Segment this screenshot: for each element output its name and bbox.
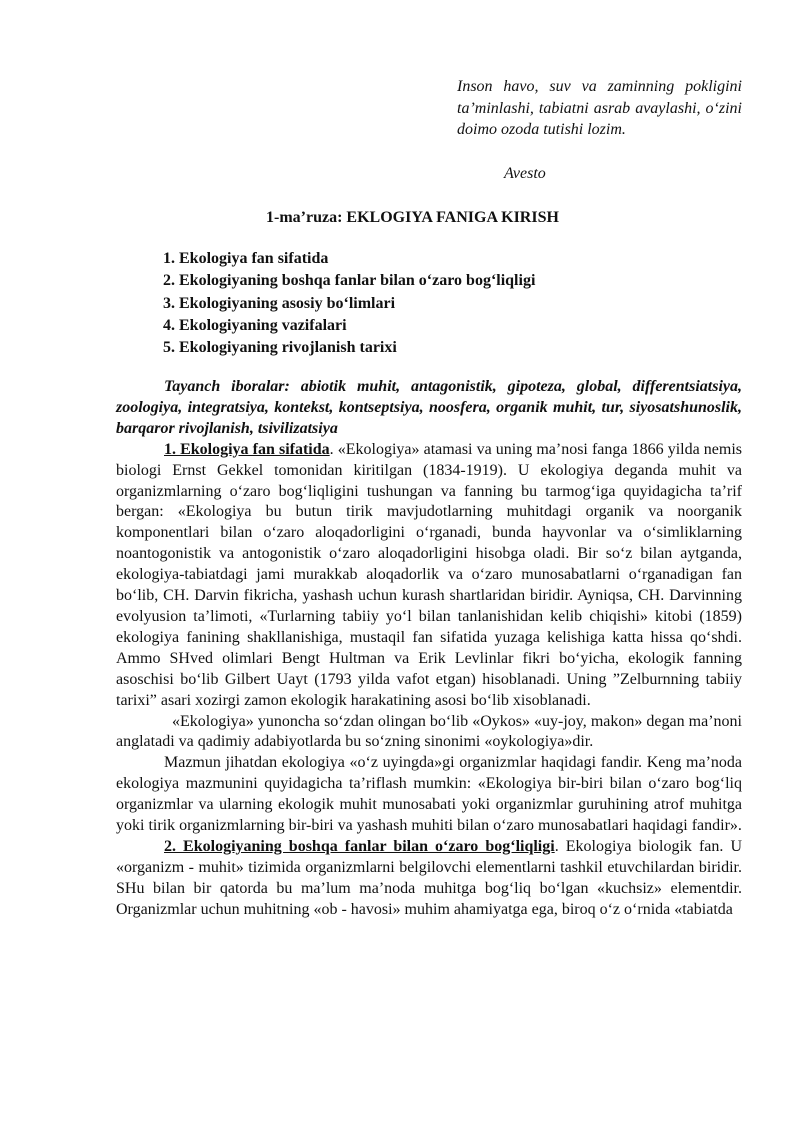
- outline-item: 5. Ekologiyaning rivojlanish tarixi: [163, 339, 397, 357]
- section-2-heading: 2. Ekologiyaning boshqa fanlar bilan o‘zaro bog‘liqligi: [164, 837, 555, 855]
- lecture-outline: [163, 248, 535, 359]
- outline-item: 2. Ekologiyaning boshqa fanlar bilan o‘zaro bog‘liqligi: [163, 272, 536, 290]
- section-1-text: . «Ekologiya» atamasi va uning ma’nosi fanga 1866 yilda nemis biologi Ernst Gekkel tomonidan kiritilgan (1834-1919). U ekologiya deganda muhit va organizmlarning o‘zaro bog‘liqligini tushungan va fanning bu tarmog‘iga quyidagicha ta’rif bergan: «Ekologiya bu butun tirik mavjudotlarning muhitdagi organik va noorganik komponentlari bilan o‘zaro aloqadorligini o‘rganadi, bunda hayvonlar va o‘simliklarning noantogonistik va antogonistik o‘zaro aloqadorligini hisobga oladi. Bir so‘z bilan aytganda, ekologiya-tabiatdagi jami murakkab aloqadorlik va o‘zaro munosabatlarni o‘rganadigan fan bo‘lib, CH. Darvin fikricha, yashash uchun kurash shartlaridan biridir. Ayniqsa, CH. Darvinning evolyusion ta’limoti, «Turlarning tabiiy yo‘l bilan tanlanishidan kelib chiqishi» kitobi (1859) ekologiya fanining shakllanishiga, mustaqil fan sifatida yuzaga kelishiga katta hissa qo‘shdi. Ammo SHved olimlari Bengt Hultman va Erik Levlinlar fikri bo‘yicha, ekologik fanning asoschisi bo‘lib Gilbert Uayt (1793 yilda vafot etgan) hisoblanadi. Uning ”Zelburnning tabiiy tarixi” asari xozirgi zamon ekologik harakatining asosi bo‘lib xisoblanadi.: [116, 440, 743, 709]
- epigraph-quote: Inson havo, suv va zaminning pokligini ta’minlashi, tabiatni asrab avaylashi, o‘zini doimo ozoda tutishi lozim.: [457, 78, 742, 138]
- outline-item: 3. Ekologiyaning asosiy bo‘limlari: [163, 294, 396, 312]
- keywords-text: Tayanch iboralar: abiotik muhit, antagonistik, gipoteza, global, differentsiatsiya, zoologiya, integratsiya, kontekst, kontseptsiya, noosfera, organik muhit, tur, siyosatshunoslik, barqaror rivojlanish, tsivilizatsiya: [116, 378, 742, 437]
- epigraph-source: Avesto: [504, 165, 546, 182]
- content-paragraph: Mazmun jihatdan ekologiya «o‘z uyingda»gi organizmlar haqidagi fandir. Keng ma’noda ekologiya mazmunini quyidagicha ta’riflash mumkin: «Ekologiya bir-biri bilan o‘zaro bog‘liq organizmlar va ularning ekologik muhit munosabati yoki organizmlar guruhining atrof muhitga yoki tirik organizmlarning bir-biri va yashash muhiti bilan o‘zaro munosabatlari haqidagi fandir».: [116, 754, 742, 835]
- lecture-title: 1-ma’ruza: EKLOGIYA FANIGA KIRISH: [266, 209, 559, 226]
- section-2-text: . Ekologiya biologik fan. U «organizm - muhit» tizimida organizmlarni belgilovchi elementlarni tashkil etuvchilardan biridir. SHu bilan bir qatorda bu ma’lum ma’noda muhitga bog‘liq bo‘lgan «kuchsiz» elementdir. Organizmlar uchun muhitning «ob - havosi» muhim ahamiyatga ega, biroq o‘z o‘rnida «tabiatda: [116, 837, 742, 918]
- outline-item: 1. Ekologiya fan sifatida: [163, 250, 329, 267]
- section-1-heading: 1. Ekologiya fan sifatida: [164, 440, 330, 458]
- section-1-paragraph: [116, 440, 742, 712]
- keywords-paragraph: [116, 377, 742, 440]
- lecture-body: [116, 377, 742, 921]
- outline-item: 4. Ekologiyaning vazifalari: [163, 316, 347, 334]
- etymology-paragraph: «Ekologiya» yunoncha so‘zdan olingan bo‘lib «Oykos» «uy-joy, makon» degan ma’noni anglatadi va qadimiy adabiyotlarda bu so‘zning sinonimi «oykologiya»dir.: [116, 712, 742, 751]
- section-2-paragraph: [116, 837, 742, 921]
